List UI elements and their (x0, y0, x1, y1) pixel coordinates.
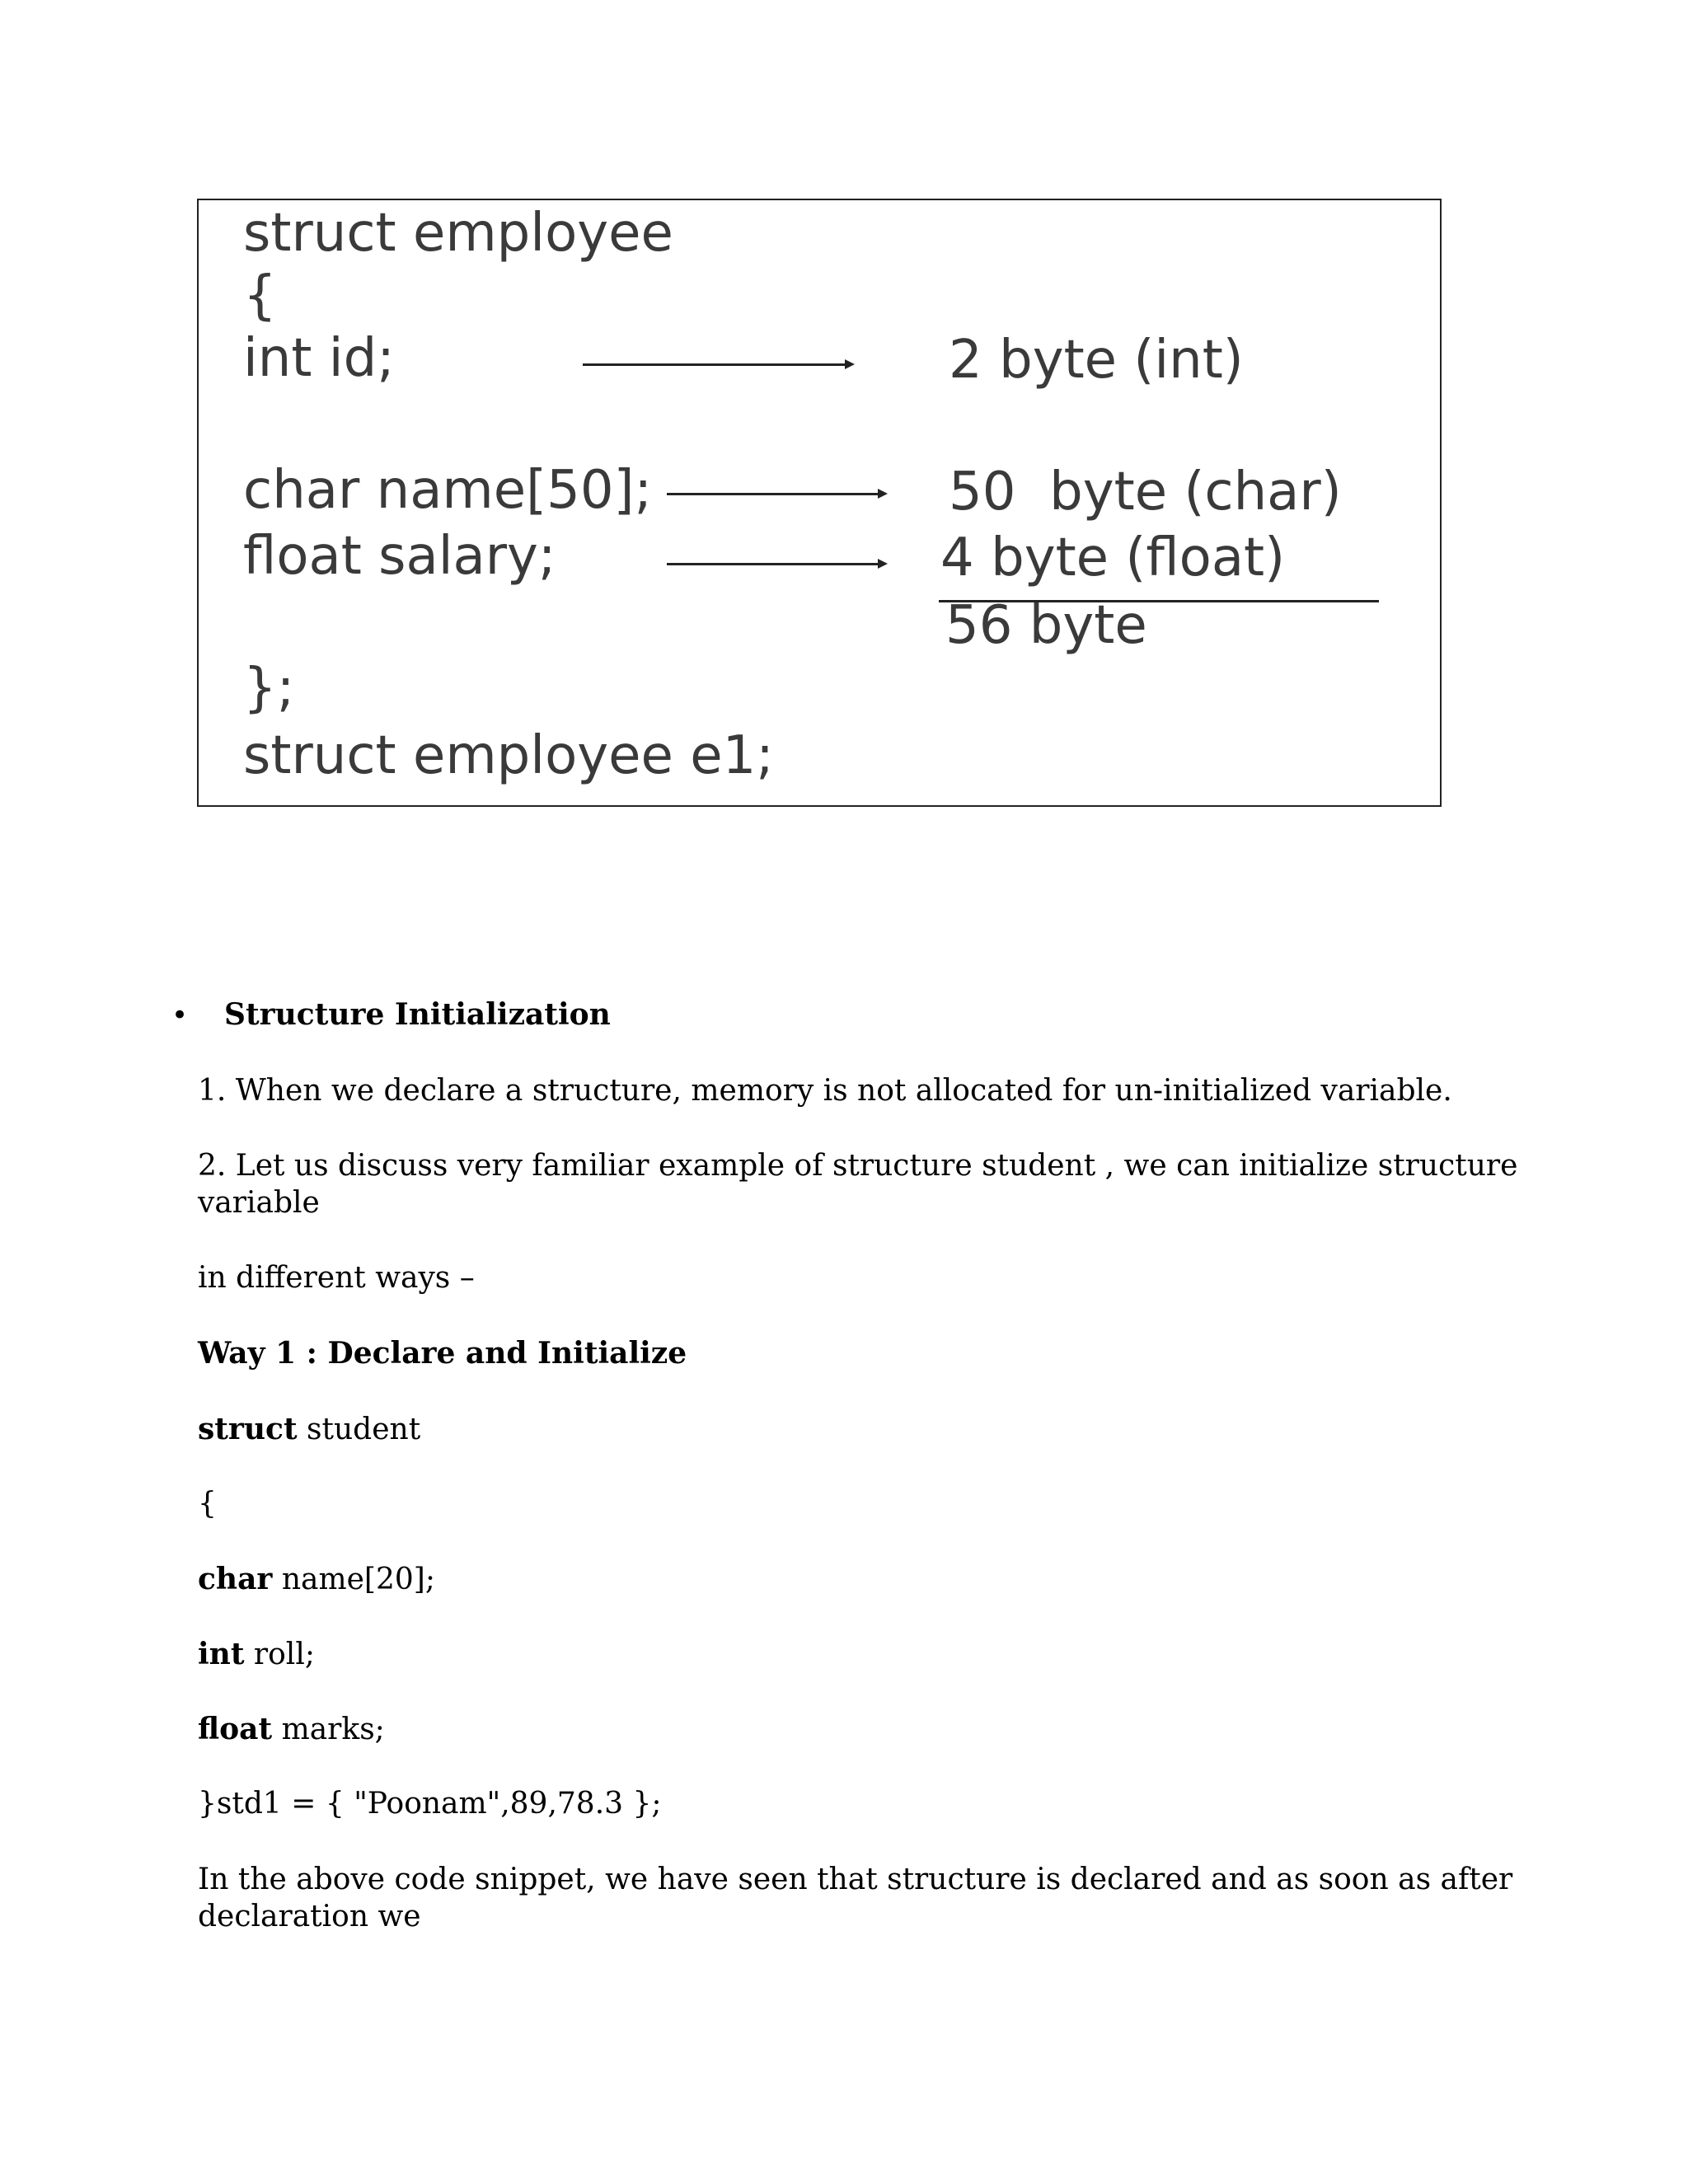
figure-code-line-int-id: int id; (243, 328, 395, 389)
way-1-heading: Way 1 : Declare and Initialize (198, 1336, 687, 1371)
code-text: student (297, 1413, 421, 1446)
figure-code-line-open-brace: { (243, 265, 277, 326)
code-text: marks; (272, 1713, 385, 1746)
figure-code-line-close-brace: }; (243, 658, 295, 719)
keyword-float: float (198, 1712, 273, 1746)
figure-size-char: 50 byte (char) (949, 462, 1342, 523)
figure-code-line-char-name: char name[50]; (243, 460, 653, 521)
paragraph-2-line-2: variable (198, 1186, 320, 1220)
code-line-struct-student (198, 1410, 420, 1449)
figure-size-float: 4 byte (float) (940, 527, 1286, 588)
code-line-char-name (198, 1560, 435, 1599)
arrow-float (667, 563, 884, 565)
code-text: name[20]; (272, 1563, 435, 1596)
keyword-struct: struct (198, 1412, 298, 1446)
arrow-char (667, 493, 884, 495)
code-line-float-marks (198, 1710, 385, 1749)
code-line-int-roll (198, 1635, 315, 1674)
arrow-int (583, 363, 851, 366)
figure-code-line-float-salary: float salary; (243, 526, 556, 587)
paragraph-3: in different ways – (198, 1261, 475, 1295)
paragraph-1: 1. When we declare a structure, memory is not allocated for un-initialized variable. (198, 1074, 1452, 1108)
code-text: roll; (244, 1638, 315, 1671)
code-line-initializer: }std1 = { "Poonam",89,78.3 }; (198, 1787, 662, 1821)
section-heading: Structure Initialization (224, 997, 611, 1032)
figure-code-line-declaration: struct employee e1; (243, 725, 774, 786)
paragraph-2-line-1: 2. Let us discuss very familiar example of structure student , we can initialize structure (198, 1149, 1518, 1183)
bullet-point: • (171, 999, 189, 1032)
figure-size-int: 2 byte (int) (949, 330, 1244, 391)
figure-code-line-struct: struct employee (243, 203, 673, 264)
struct-memory-figure (197, 199, 1442, 807)
code-line-open-brace: { (198, 1487, 217, 1521)
keyword-int: int (198, 1637, 245, 1671)
keyword-char: char (198, 1562, 273, 1596)
paragraph-4-line-2: declaration we (198, 1900, 421, 1933)
figure-size-total: 56 byte (945, 595, 1147, 656)
paragraph-4-line-1: In the above code snippet, we have seen that structure is declared and as soon as after (198, 1863, 1513, 1896)
